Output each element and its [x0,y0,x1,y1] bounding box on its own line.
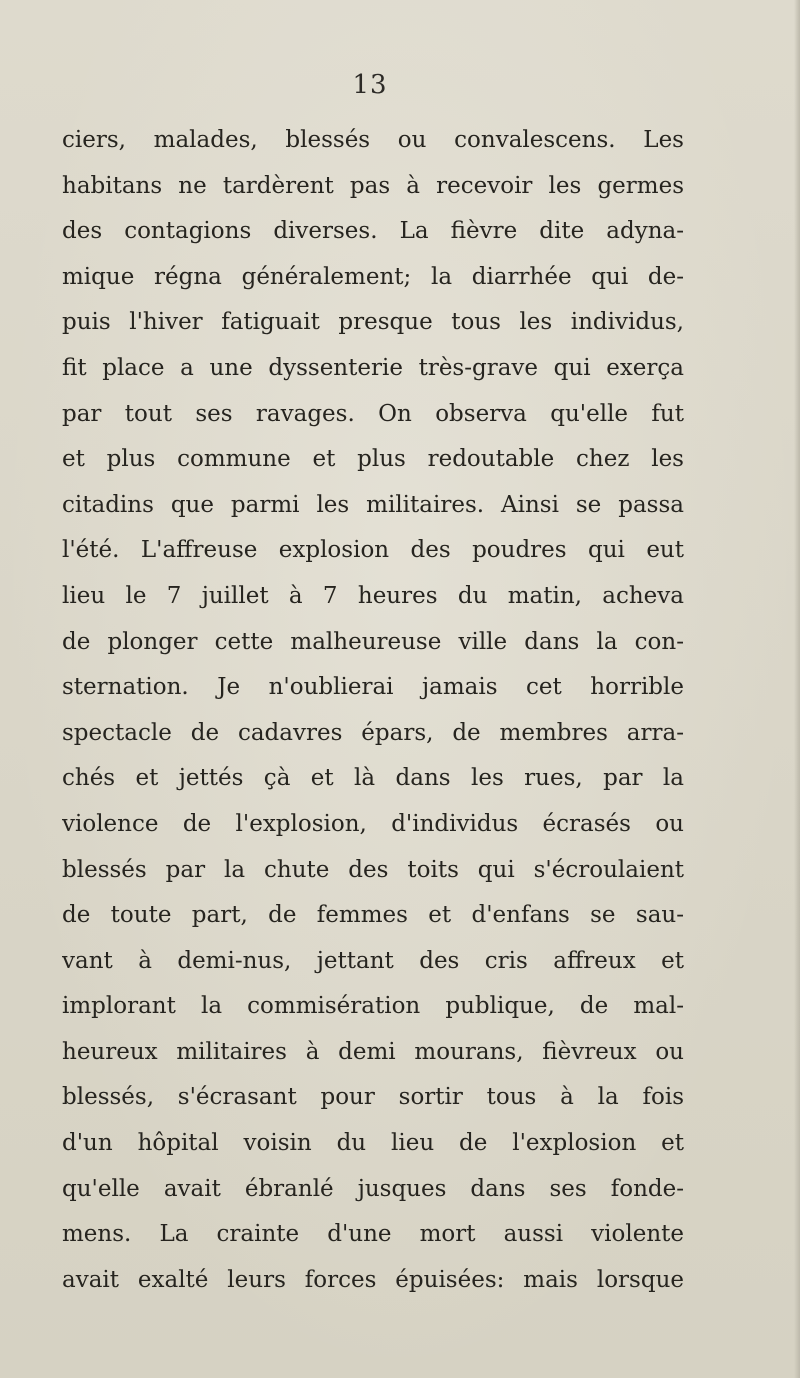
text-line: avait exalté leurs forces épuisées: mais lorsque [62,1266,684,1293]
text-line: mique régna généralement; la diarrhée qui de- [62,263,684,290]
text-line: blessés par la chute des toits qui s'écroulaient [62,856,684,883]
body-text [62,118,684,1303]
text-line: de plonger cette malheureuse ville dans la con- [62,628,684,655]
text-line: habitans ne tardèrent pas à recevoir les germes [62,172,684,199]
text-line: d'un hôpital voisin du lieu de l'explosion et [62,1130,684,1157]
text-line: par tout ses ravages. On observa qu'elle fut [62,400,684,427]
page-edge [794,0,800,1378]
text-line: et plus commune et plus redoutable chez les [62,446,684,473]
text-line: chés et jettés çà et là dans les rues, par la [62,765,684,792]
text-line: fit place a une dyssenterie très-grave qui exerça [62,354,684,381]
text-line: qu'elle avait ébranlé jusques dans ses fonde- [62,1175,684,1202]
text-line: de toute part, de femmes et d'enfans se sau- [62,902,684,929]
text-line: mens. La crainte d'une mort aussi violente [62,1221,684,1248]
text-line: violence de l'explosion, d'individus écrasés ou [62,810,684,837]
text-line: spectacle de cadavres épars, de membres arra- [62,719,684,746]
text-line: blessés, s'écrasant pour sortir tous à la fois [62,1084,684,1111]
text-line: implorant la commisération publique, de mal- [62,993,684,1020]
text-line: des contagions diverses. La fièvre dite adyna- [62,218,684,245]
text-line: heureux militaires à demi mourans, fièvreux ou [62,1038,684,1065]
text-line: citadins que parmi les militaires. Ainsi se passa [62,491,684,518]
text-line: l'été. L'affreuse explosion des poudres qui eut [62,537,684,564]
text-line: vant à demi-nus, jettant des cris affreux et [62,947,684,974]
text-line: sternation. Je n'oublierai jamais cet horrible [62,674,684,701]
text-line: lieu le 7 juillet à 7 heures du matin, acheva [62,582,684,609]
page-number: 13 [352,70,388,100]
text-line: puis l'hiver fatiguait presque tous les individus, [62,309,684,336]
text-line: ciers, malades, blessés ou convalescens. Les [62,127,684,153]
